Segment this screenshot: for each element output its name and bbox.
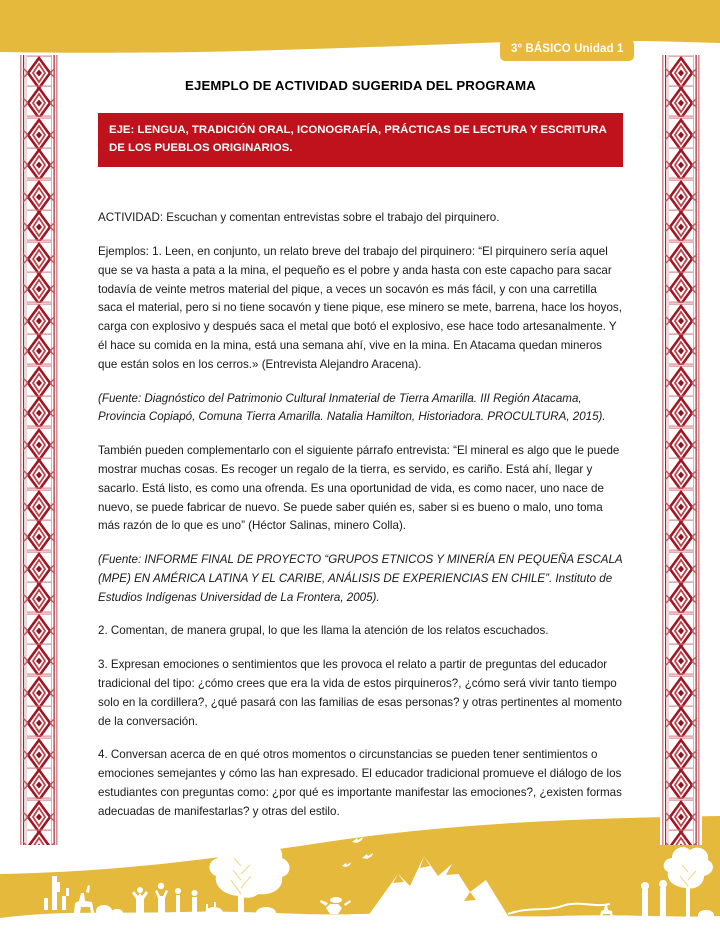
source-citation-2: (Fuente: INFORME FINAL DE PROYECTO “GRUPOS ETNICOS Y MINERÍA EN PEQUEÑA ESCALA (MPE) EN AMÉRICA LATINA Y EL CARIBE, ANÁLISIS DE EXPERIENCIAS EN CHILE”. Instituto de Estudios Indígenas Universidad de La Frontera, 2005).: [98, 553, 623, 604]
page-title: EJEMPLO DE ACTIVIDAD SUGERIDA DEL PROGRAMA: [185, 78, 536, 93]
paragraph-step-4: 4. Conversan acerca de en qué otros momentos o circunstancias se pueden tener sentimientos o emociones semejantes y cómo las han expresado. El educador tradicional promueve el diálogo de los estudiantes con preguntas como: ¿por qué es importante manifestar las emociones?, ¿existen formas adecuadas de manifestarlas? y otras del estilo.: [98, 748, 622, 818]
paragraph-interview-2: También pueden complementarlo con el siguiente párrafo entrevista: “El mineral es algo que le puede mostrar muchas cosas. Es recoger un regalo de la tierra, es servido, es cariño. Está ahí, llegar y sacarlo. Está listo, es como una ofrenda. Es una oportunidad de vida, es como nacer, uno nace de nuevo, se puede fabricar de nuevo. Se puede saber quién es, saber si es bueno o malo, uno toma más razón de lo que es uno” (Héctor Salinas, minero Colla).: [98, 444, 620, 533]
document-content: [98, 78, 623, 836]
unit-badge: 3° BÁSICO Unidad 1: [500, 39, 634, 61]
eje-banner: EJE: LENGUA, TRADICIÓN ORAL, ICONOGRAFÍA, PRÁCTICAS DE LECTURA Y ESCRITURA DE LOS PUEBLOS ORIGINARIOS.: [98, 113, 623, 167]
paragraph-step-2: 2. Comentan, de manera grupal, lo que les llama la atención de los relatos escuchados.: [98, 624, 549, 638]
paragraph-activity: ACTIVIDAD: Escuchan y comentan entrevistas sobre el trabajo del pirquinero.: [98, 211, 500, 225]
source-citation-1: (Fuente: Diagnóstico del Patrimonio Cultural Inmaterial de Tierra Amarilla. III Región Atacama, Provincia Copiapó, Comuna Tierra Amarilla. Natalia Hamilton, Historiadora. PROCULTURA, 2015).: [98, 391, 606, 424]
andean-textile-border-left: [18, 55, 60, 845]
paragraph-example-1: Ejemplos: 1. Leen, en conjunto, un relato breve del trabajo del pirquinero: “El pirquinero sería aquel que se va hasta a pata a la mina, el pequeño es el pobre y anda hasta con este capacho para sacar todavía de veinte metros material del pique, a veces un socavón es más fácil, y con una carretilla saca el material, pero si no tiene socavón y tiene pique, ese minero se mete, barrena, hace los hoyos, carga con explosivo y después saca el metal que botó el explosivo, ese hace todo artesanalmente. Y él hace su comida en la mina, está una semana ahí, vive en la mina. En Atacama quedan mineros que están solos en los cerros.» (Entrevista Alejandro Aracena).: [98, 245, 622, 371]
paragraph-step-3: 3. Expresan emociones o sentimientos que les provoca el relato a partir de preguntas del educador tradicional del tipo: ¿cómo crees que era la vida de estos pirquineros?, ¿cómo será vivir tanto tiempo solo en la cordillera?, ¿qué pasará con las familias de esas personas? y otras pertinentes al momento de la conversación.: [98, 658, 622, 728]
body-text: [98, 209, 623, 821]
andean-textile-border-right: [660, 55, 702, 845]
